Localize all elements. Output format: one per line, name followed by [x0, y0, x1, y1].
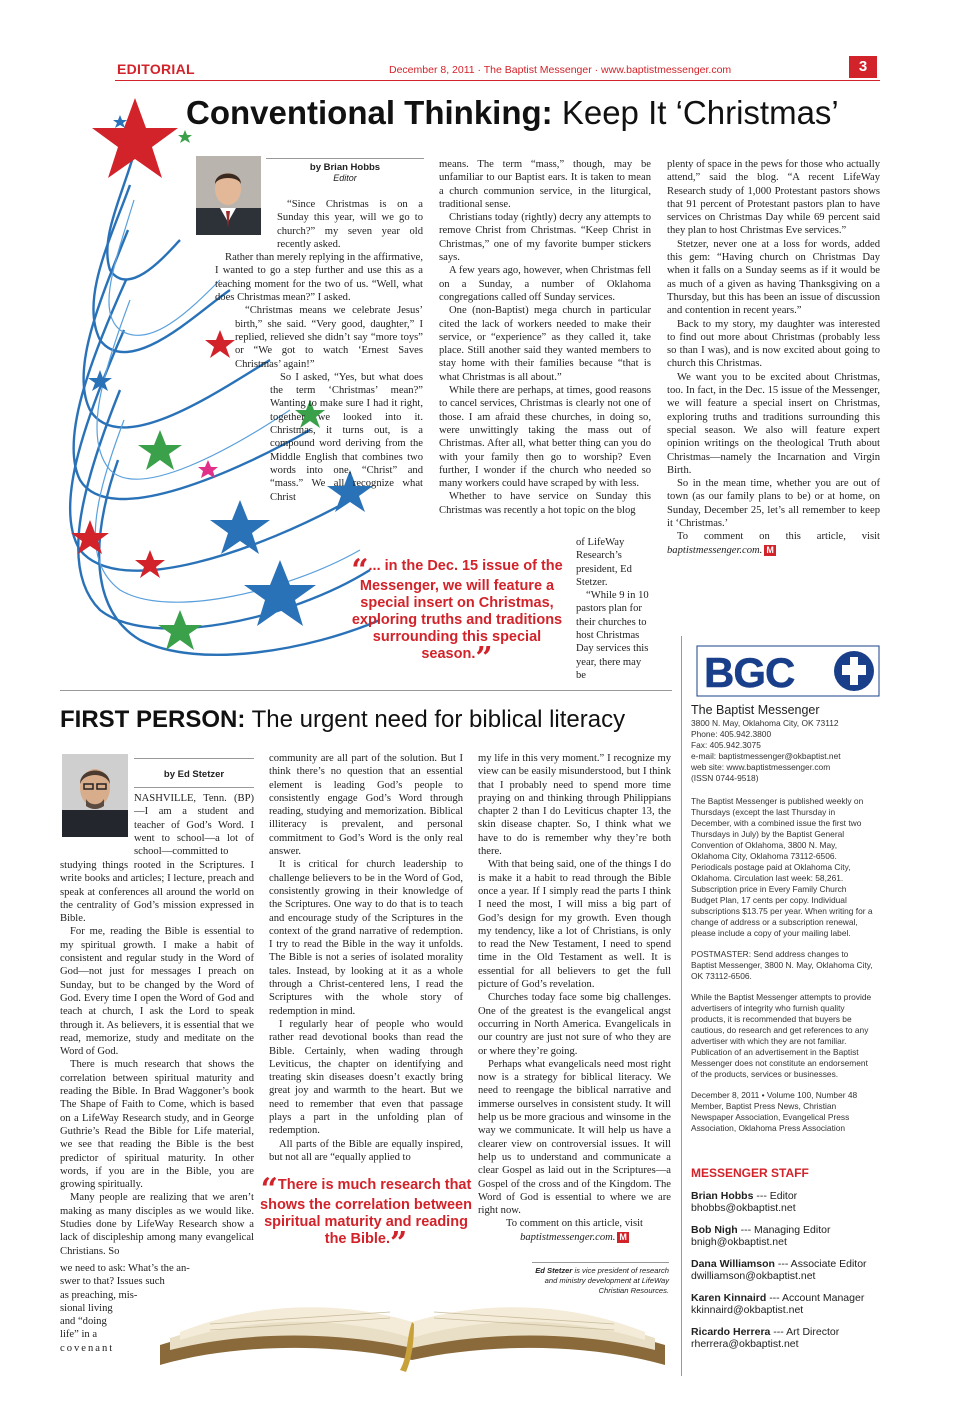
paragraph: So in the mean time, whether you are out of town (as our family plans to be) or at home, on Sunday, December 25, let’s all remember to keep it ‘Christmas.’	[667, 478, 880, 530]
page-number: 3	[849, 56, 877, 78]
paragraph: Whether to have service on Sunday this Christmas was recently a hot topic on the blog	[439, 491, 651, 516]
staff-title: --- Associate Editor	[777, 1258, 867, 1270]
staff-name: Bob Nigh	[691, 1224, 738, 1236]
comment-label: To comment on this article, visit	[506, 1218, 643, 1230]
first-person-title-bold: FIRST PERSON:	[60, 706, 246, 733]
issn: (ISSN 0744-9518)	[691, 773, 759, 783]
text-line: as preaching, mis-	[60, 1289, 138, 1301]
close-quote-icon: ”	[390, 1226, 408, 1261]
first-person-title	[60, 706, 625, 734]
staff-title: --- Managing Editor	[740, 1224, 831, 1236]
staff-entry	[691, 1224, 881, 1248]
masthead-divider	[681, 636, 682, 1376]
text-line: covenant	[60, 1342, 115, 1354]
membership-info: Member, Baptist Press News, Christian Newspaper Association, Evangelical Press Association, Oklahoma Press Association	[691, 1101, 850, 1133]
address: 3800 N. May, Oklahoma City, OK 73112	[691, 718, 839, 728]
ed-stetzer-photo	[62, 754, 128, 837]
paragraph: One (non-Baptist) mega church in particular cited the lack of workers needed to make their service, or “experience” as they called it, take place. Still another said they wanted members to stay home with their families because “that is what Christmas is all about.”	[439, 305, 651, 383]
first-person-title-light: The urgent need for biblical literacy	[251, 706, 626, 733]
masthead-contact	[691, 718, 881, 784]
staff-name: Dana Williamson	[691, 1258, 775, 1270]
comment-line	[478, 1217, 671, 1244]
first-person-pull-quote	[256, 1172, 476, 1261]
text-line: sional living	[60, 1302, 113, 1314]
paragraph: We want you to be excited about Christmas, too. In fact, in the Dec. 15 issue of the Messenger, we will feature a special insert on Christmas, exploring truths and traditions surrounding this special season. We also will feature expert opinion writings on the theological Truth about Christmas—namely the Incarnation and Virgin Birth.	[667, 371, 880, 476]
comment-link[interactable]: baptistmessenger.com.	[667, 544, 763, 556]
paragraph: So I asked, “Yes, but what does the term ‘Christmas’ mean?” Wanting to make sure I had it right, together we looked into it. Christmas, it turns out, is a compound word deriving from the Middle English that combines two words into one, “Christ” and “mass.” We all recognize what Christ	[270, 371, 423, 503]
staff-entry	[691, 1258, 881, 1282]
messenger-m-icon: M	[619, 1231, 627, 1242]
paragraph: All parts of the Bible are equally inspired, but not all are “equally applied to	[269, 1138, 463, 1163]
author-bio	[532, 1262, 669, 1296]
bgco-logo	[696, 645, 880, 697]
staff-name: Brian Hobbs	[691, 1190, 754, 1202]
first-person-byline	[134, 758, 254, 788]
staff-entry	[691, 1190, 881, 1214]
text-line: swer to that? Issues such	[60, 1276, 165, 1288]
phone: Phone: 405.942.3800	[691, 729, 772, 739]
staff-email[interactable]: bnigh@okbaptist.net	[691, 1236, 787, 1248]
email[interactable]: e-mail: baptistmessenger@okbaptist.net	[691, 751, 841, 761]
star-top-icon	[92, 98, 178, 178]
masthead-details	[691, 796, 875, 1134]
comment-link[interactable]: baptistmessenger.com.	[520, 1231, 616, 1243]
paragraph: “Since Christmas is on a Sunday this year, will we go to church?” my seven year old recently asked.	[277, 199, 423, 250]
staff-name: Ricardo Herrera	[691, 1326, 771, 1338]
text-line: life” in a	[60, 1329, 98, 1341]
comment-label: To comment on this article, visit	[677, 531, 880, 543]
staff-entry	[691, 1292, 881, 1316]
paragraph: While there are perhaps, at times, good reasons to cancel services, Christmas is clearly not one of those. I am afraid these churches, in doing so, were unwittingly taking the mass out of Christmas. After all, what better thing can you do with your family then go to worship? Even further, I wonder if the church who needed so many workers could have scraped by with less.	[439, 385, 651, 490]
paragraph: It is critical for church leadership to challenge believers to be in the Word of God, consistently growing in their knowledge of the Scriptures. One way to do that is to teach and encourage study of the Scriptures in the context of the grand narrative of redemption. I try to read the Bible in the way it unfolds. The Bible is not a series of isolated morality tales. Instead, by looking at it as a whole through a Christ-centered lens, I read the Scriptures with the whole story of redemption in mind.	[269, 859, 463, 1017]
paragraph: For me, reading the Bible is essential to my spiritual growth. I make a habit of consistent and regular study in the Word of God—not just for messages I preach on Sunday, but to be changed by the Word of God. Every time I open the Word of God and teach at church, I ask the Lord to speak through it. As believers, it is essential that we read, memorize, study and meditate on the Word of God.	[60, 926, 254, 1058]
staff-heading: MESSENGER STAFF	[691, 1166, 809, 1180]
editorial-title	[186, 94, 839, 132]
logo-text: BGC	[704, 649, 795, 696]
bio-name: Ed Stetzer	[535, 1266, 573, 1275]
postmaster-info: POSTMASTER: Send address changes to Baptist Messenger, 3800 N. May, Oklahoma City, OK 73112-6506.	[691, 949, 873, 981]
paragraph: of LifeWay Research’s president, Ed Stetzer.	[576, 537, 632, 588]
open-quote-icon: “	[260, 1172, 278, 1207]
fax: Fax: 405.942.3075	[691, 740, 761, 750]
editorial-title-bold: Conventional Thinking:	[186, 94, 553, 131]
section-label: EDITORIAL	[117, 61, 195, 77]
open-quote-icon: “	[351, 553, 369, 588]
paragraph: means. The term “mass,” though, may be unfamiliar to our Baptist ears. It is taken to mean a church communion service, in the liturgical, traditional sense.	[439, 159, 651, 210]
paragraph: NASHVILLE, Tenn. (BP)—I am a student and teacher of God’s Word. I went to school—a lot of school—committed to	[134, 793, 254, 858]
pull-quote-text: ... in the Dec. 15 issue of the Messenger, we will feature a special insert on Christmas, exploring truths and traditions surrounding this special season.	[351, 558, 563, 662]
paragraph: Back to my story, my daughter was interested to find out more about Christmas (probably less so than I was), and is now excited about going to church this Christmas.	[667, 318, 880, 370]
byline-name: by Brian Hobbs	[309, 162, 381, 173]
paragraph: “While 9 in 10 pastors plan for their churches to host Christmas Day services this year, there may be	[576, 590, 649, 681]
paragraph: plenty of space in the pews for those who actually attend,” said the blog. “A recent LifeWay Research study of 1,000 Protestant pastors shows that 91 percent of Protestant pastors plan to have services on Christmas Day while 69 percent said they plan to host Christmas Eve services.”	[667, 159, 880, 237]
staff-entry	[691, 1326, 881, 1350]
editorial-col2-narrow	[576, 536, 651, 682]
text-line: we need to ask: What’s the an-	[60, 1263, 190, 1274]
first-person-col3	[478, 752, 671, 1244]
paragraph: Perhaps what evangelicals need most right now is a strategy for biblical literacy. We need to reengage the biblical narrative and immerse ourselves in consistent study. It will help us be more gracious and winsome in the way we communicate. It will help us have a clearer view on controversial issues. It will help us to understand and communicate a clear Gospel as laid out in the Scriptures—a Gospel of the cross and of the Kingdom. The Word of God is essential to where we are right now.	[478, 1058, 671, 1217]
paragraph: Rather than merely replying in the affirmative, I wanted to go a step further and use this as a teaching moment for the two of us. “Well, what does Christmas mean?” I asked.	[215, 252, 423, 304]
editorial-col3	[667, 158, 880, 557]
close-quote-icon: ”	[475, 641, 493, 676]
paragraph: “Christmas means we celebrate Jesus’ birth,” she said. “Very good, daughter,” I replied, relieved she didn’t say “more toys” or “We got to watch ‘Ernest Saves Christmas’ again!”	[235, 305, 423, 370]
paragraph: Christians today (rightly) decry any attempts to remove Christ from Christmas. “Keep Christ in Christmas,” one of my favorite bumper stickers says.	[439, 212, 651, 264]
bio-text: is vice president of research and ministry development at LifeWay Christian Resources.	[544, 1266, 669, 1295]
first-person-col1	[60, 859, 254, 1258]
masthead-paper-name: The Baptist Messenger	[691, 703, 820, 717]
pull-quote-text: There is much research that shows the correlation between spiritual maturity and reading the Bible.	[260, 1177, 472, 1247]
editorial-col1	[215, 198, 423, 504]
editorial-col2	[439, 158, 651, 517]
comment-line	[667, 530, 880, 557]
staff-email[interactable]: rherrera@okbaptist.net	[691, 1338, 799, 1350]
section-divider	[60, 690, 672, 691]
paragraph: There is much research that shows the correlation between spiritual maturity and reading the Bible. In Brad Waggoner’s book The Shape of Faith to Come, which is based on a LifeWay Research study, and in George Guthrie’s Read the Bible for Life material, we see that reading the Bible is the best predictor of spiritual maturity. In other words, if you are in the Bible, you are growing spiritually.	[60, 1059, 254, 1191]
staff-email[interactable]: dwilliamson@okbaptist.net	[691, 1270, 816, 1282]
editorial-title-light: Keep It ‘Christmas’	[561, 94, 839, 131]
dateline: December 8, 2011 · The Baptist Messenger · www.baptistmessenger.com	[389, 64, 732, 76]
paragraph: I regularly hear of people who would rather read devotional books than read the Bible. Certainly, when wading through Leviticus, the chapter on identifying and treating skin diseases doesn’t exactly bring great joy and warmth to the heart. But we need to remember that even that passage plays a part in the unfolding plan of redemption.	[269, 1018, 463, 1137]
website[interactable]: web site: www.baptistmessenger.com	[691, 762, 831, 772]
paragraph: Stetzer, never one at a loss for words, added this gem: “Having church on Christmas Day when it falls on a Sunday seems as if it would be as much of a given as having Thanksgiving on a Thursday, but this has been an issue of discussion and contention in recent years.”	[667, 238, 880, 317]
staff-name: Karen Kinnaird	[691, 1292, 767, 1304]
staff-title: --- Editor	[756, 1190, 798, 1202]
publishing-info: The Baptist Messenger is published weekly on Thursdays (except the last Thursday in December, with a combined issue the first two Thursdays in July) by the Baptist General Convention of Oklahoma, 3800 N. May, Oklahoma City, Oklahoma 73112-6506. Periodicals postage paid at Oklahoma City, Oklahoma. Circulation last week: 58,261. Subscription price in Every Family Church Budget Plan, 17 cents per copy. Individual subscriptions $13.75 per year. When writing for a change of address or a subscription renewal, please include a copy of your mailing label.	[691, 796, 873, 938]
first-person-col1-top	[134, 792, 254, 858]
editorial-pull-quote	[344, 553, 570, 676]
staff-email[interactable]: bhobbs@okbaptist.net	[691, 1202, 796, 1214]
byline-role: Editor	[333, 173, 357, 183]
paragraph: Many people are realizing that we aren’t making as many disciples as we would like. Studies done by LifeWay Research show a lack of discipleship among many evangelical Christians. So	[60, 1192, 254, 1257]
staff-list	[691, 1190, 881, 1360]
staff-title: --- Art Director	[773, 1326, 840, 1338]
staff-email[interactable]: kkinnaird@okbaptist.net	[691, 1304, 804, 1316]
byline-name: by Ed Stetzer	[163, 769, 225, 780]
issue-info: December 8, 2011 • Volume 100, Number 48	[691, 1090, 858, 1100]
paragraph: A few years ago, however, when Christmas fell on a Sunday, a number of Oklahoma congregations called off Sunday services.	[439, 265, 651, 303]
paragraph: Churches today face some big challenges. One of the greatest is the evangelical angst occurring in North America. Evangelicals in our country are just not sure of who they are or where they’re going.	[478, 992, 671, 1057]
messenger-m-icon: M	[766, 544, 774, 555]
staff-title: --- Account Manager	[769, 1292, 865, 1304]
disclaimer: While the Baptist Messenger attempts to provide advertisers of integrity who furnish quality products, it is recommended that buyers be cautious, do research and get references to any advertiser with which they are not familiar. Publication of an advertisement in the Baptist Messenger does not constitute an endorsement of the products, services or businesses.	[691, 992, 872, 1079]
header-rule	[115, 80, 880, 81]
paragraph: my life in this very moment.” I recognize my view can be easily misunderstood, but I think that I probably need to spend more time praying on and thinking through Philippians chapter 2 than I do Leviticus chapter 13, the skin disease chapter. So, I think what we have to do is remember why they’re both there.	[478, 753, 671, 858]
text-line: and “doing	[60, 1316, 107, 1328]
editorial-byline	[266, 158, 424, 183]
paragraph: community are all part of the solution. But I think there’s no question that an essential element is leading God’s people to consistently engage God’s Word through reading, studying and memorization. Biblical illiteracy is prevalent, and personal commitment to God’s Word is the only real answer.	[269, 753, 463, 858]
paragraph: studying things rooted in the Scriptures. I write books and articles; I lecture, preach and speak at conferences all around the world on the centrality of God’s mission expressed in Bible.	[60, 860, 254, 925]
paragraph: With that being said, one of the things I do is make it a habit to read through the Bible once a year. If I simply read the parts I think I need the most, I will miss a big part of God’s design for my growth. Even though my tendency, like a lot of Christians, is only to read the New Testament, I need to spend time in the Old Testament as well. It is essential for all believers to get the full picture of God’s revelation.	[478, 859, 671, 991]
first-person-col2	[269, 752, 463, 1164]
